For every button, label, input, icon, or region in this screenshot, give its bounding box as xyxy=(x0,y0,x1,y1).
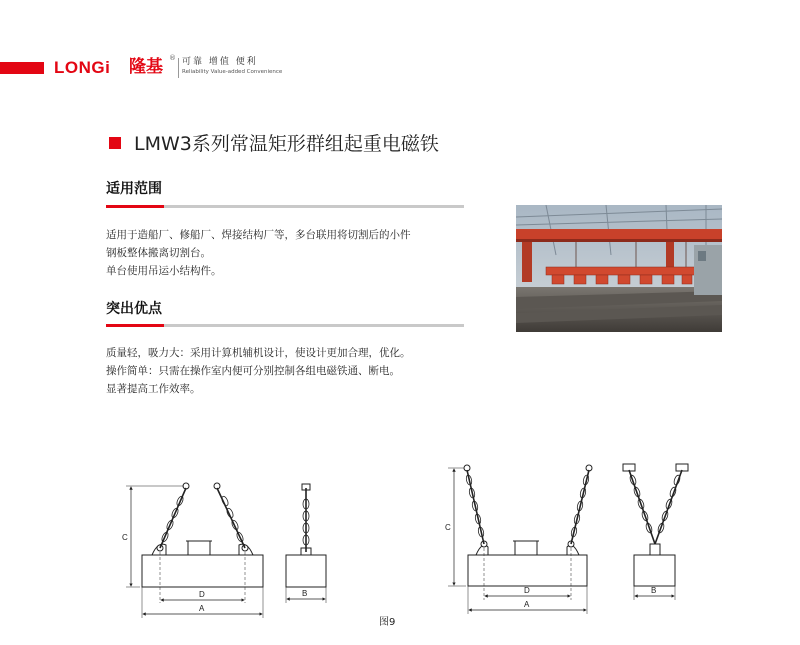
section-rule xyxy=(106,205,464,208)
advantages-text xyxy=(106,344,411,398)
text-line: 钢板整体搬离切割台。 xyxy=(106,247,211,259)
header-divider xyxy=(178,58,179,78)
dim-label-a: A xyxy=(524,600,530,609)
registered-mark: ® xyxy=(169,54,176,62)
application-text xyxy=(106,226,411,280)
title-bullet-icon xyxy=(109,137,121,149)
section-rule xyxy=(106,324,464,327)
brand-logo-chinese: 隆基 xyxy=(129,57,163,77)
text-line: 适用于造船厂、修船厂、焊接结构厂等，多台联用将切割后的小件 xyxy=(106,229,411,241)
section-heading-application: 适用范围 xyxy=(106,181,162,197)
side-view-single xyxy=(286,484,326,603)
brand-logo: LONGi xyxy=(54,58,111,77)
page-title: LMW3系列常温矩形群组起重电磁铁 xyxy=(134,133,439,155)
text-line: 单台使用吊运小结构件。 xyxy=(106,265,222,277)
dim-label-b: B xyxy=(302,589,308,598)
brand-tagline: 可靠 增值 便利 xyxy=(182,57,258,67)
front-view-double xyxy=(448,465,592,614)
dim-label-c: C xyxy=(445,523,451,532)
brand-tagline-english: Reliability Value-added Convenience xyxy=(182,69,283,75)
text-line: 操作简单：只需在操作室内便可分别控制各组电磁铁通、断电。 xyxy=(106,365,400,377)
text-line: 显著提高工作效率。 xyxy=(106,383,201,395)
figure-caption: 图9 xyxy=(379,617,396,628)
dim-label-c: C xyxy=(122,533,128,542)
crane-photo xyxy=(516,205,722,332)
front-view-single xyxy=(126,483,263,618)
header-red-bar xyxy=(0,62,44,74)
dim-label-a: A xyxy=(199,604,205,613)
side-view-double xyxy=(623,464,688,600)
text-line: 质量轻，吸力大：采用计算机辅机设计，使设计更加合理，优化。 xyxy=(106,347,411,359)
dim-label-d: D xyxy=(199,590,205,599)
dim-label-d: D xyxy=(524,586,530,595)
magnet-technical-drawings xyxy=(0,440,800,645)
section-heading-advantages: 突出优点 xyxy=(106,301,162,317)
dim-label-b: B xyxy=(651,586,657,595)
